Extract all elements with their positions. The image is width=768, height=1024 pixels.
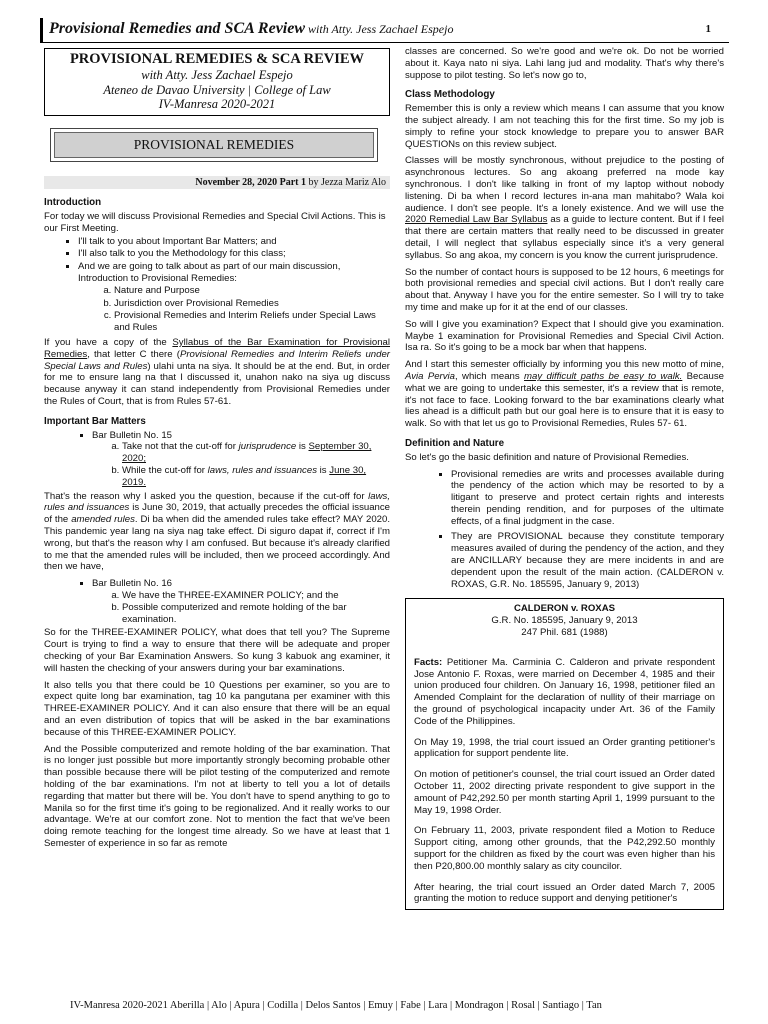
section-banner (50, 128, 378, 162)
paragraph: After hearing, the trial court issued an Order dated March 7, 2005 granting the motion to reduce support and denying petitioner's (414, 881, 715, 905)
case-title: CALDERON v. ROXAS (513, 603, 616, 615)
intro-sublist (78, 285, 390, 334)
transcriber: by Jezza Mariz Alo (306, 176, 386, 188)
list-item: a. Nature and Purpose (114, 285, 390, 297)
paragraph: So let's go the basic definition and nature of Provisional Remedies. (405, 451, 689, 463)
paragraph: And the Possible computerized and remote holding of the bar examination. That is no longer just possible but more importantly strongly becoming probable other than possible because there will be pilot testing of the computerized and remote holding of the bar examinations. I'm not at liberty to tell you a lot of details regarding that matter but there will be. You don't have to spend anything to go to Manila so for the first time it's going to be regionalized. And it really works to our advantage. We're at our comfort zone. Not to mention the fact that we've been doing remote teaching for the longest time already. So we have at least that 1 Semester of experience in so far as remote (44, 743, 390, 849)
document-title: PROVISIONAL REMEDIES & SCA REVIEW (69, 51, 365, 67)
heading-bar-matters: Important Bar Matters (44, 415, 146, 427)
list-item: b. While the cut-off for laws, rules and issuances is June 30, 2019. (122, 465, 390, 489)
intro-list (44, 236, 390, 334)
paragraph: If you have a copy of the Syllabus of the Bar Examination for Provisional Remedies, that letter C there (Provisional Remedies and Interim Reliefs under Special Laws and Rules) ulahi unta na siya. It should be at the end. But, in order for me to ensure lang na that I discussed it, unahon nako na siya ug discuss because anyway it can stand independently from Provisional Remedies under the Rules of Court, that is from Rules 57-61. (44, 337, 391, 408)
bar-bulletin-15-sublist (92, 441, 390, 488)
heading-introduction: Introduction (44, 197, 102, 209)
heading-definition-nature: Definition and Nature (405, 437, 505, 449)
bar-bulletin-16-sublist (92, 590, 390, 625)
list-item: ▪ They are PROVISIONAL because they constitute temporary measures availed of during the pendency of the action, and they are ANCILLARY because they are mere incidents in and are dependent upon the result of the main action. (CALDERON v. ROXAS, G.R. No. 185595, January 9, 2013) (451, 531, 724, 590)
bar-bulletin-16-list (44, 578, 390, 625)
list-item: a. We have the THREE-EXAMINER POLICY; and the (122, 590, 390, 602)
paragraph: Remember this is only a review which means I can assume that you know the subject already. I am not teaching this for the first time. So my job is simply to refine your stock knowledge to prepare you to answer BAR QUESTIONs on this review subject. (405, 103, 724, 150)
section-banner-label: PROVISIONAL REMEDIES (54, 132, 374, 158)
list-item: b. Jurisdiction over Provisional Remedies (114, 298, 390, 310)
paragraph: For today we will discuss Provisional Remedies and Special Civil Actions. This is our First Meeting. (44, 211, 386, 234)
paragraph: On motion of petitioner's counsel, the trial court issued an Order dated October 11, 2002 directing private respondent to give support in the amount of P42,292.50 per month starting April 1, 1999 pursuant to the May 19, 1998 Order. (414, 769, 715, 816)
case-citation: 247 Phil. 681 (1988) (521, 627, 608, 639)
case-gr-number: G.R. No. 185595, January 9, 2013 (491, 615, 638, 627)
list-item: ▪ Bar Bulletin No. 16 a. We have the THREE-EXAMINER POLICY; and the b. Possible computerized and remote holding of the bar examination. (92, 578, 390, 625)
paragraph: So for the THREE-EXAMINER POLICY, what does that tell you? The Supreme Court is trying to find a way to ensure that there will be adequate and proper checking of your Bar Examination Answers. So kung 3 kabuok ang examiner, it will hasten the checking of your answers during your bar examinations. (44, 627, 390, 674)
paragraph: And I start this semester officially by informing you this new motto of mine, Avia Pervia, which means may difficult paths be easy to walk. Because what we are going to undertake this semester, it's a review that is remote, it's not face to face. Looking forward to the bar examinations clearly what lies ahead is a difficult path but our goal here is to ensure that it is easy to walk. So with that let us go to Provisional Remedies, Rules 57- 61. (405, 359, 724, 430)
list-item: ▪ I'll also talk to you the Methodology for this class; (78, 248, 390, 260)
running-header (40, 18, 729, 43)
paragraph: On May 19, 1998, the trial court issued an Order granting petitioner's application for support pendente lite. (414, 736, 715, 760)
paragraph: So will I give you examination? Expect that I should give you examination. Maybe 1 examination for Provisional Remedies and Special Civil Action. Isa ra. So it's going to be a mock bar when that happens. (405, 318, 724, 354)
dateline (44, 176, 390, 190)
title-box (44, 48, 390, 116)
running-header-instructor: with Atty. Jess Zachael Espejo (305, 22, 454, 36)
paragraph: On February 11, 2003, private respondent filed a Motion to Reduce Support citing, among other grounds, that the P42,292.50 monthly support for the children as fixed by the court was even higher than his then P20,800.00 monthly salary as city councilor. (414, 825, 715, 872)
definition-list (405, 469, 724, 591)
paragraph: Classes will be mostly synchronous, without prejudice to the posting of asynchronous lectures. So ang akoang preferred na mode kay synchronous. I don't like talking in front of my laptop without nobody listening. Di ba when I record lectures in-ana man mahitabo? Wala koi audience. I don't see people. It's a lonely existence. And we will use the 2020 Remedial Law Bar Syllabus as a guide to lecture content. But if I feel that there are certain matters that really need to be discussed in greater detail, I will neglect that syllabus especially since it's a very general syllabus. So ang akoa, my concern is you know the current jurisprudence. (405, 155, 725, 261)
case-facts: Facts: Petitioner Ma. Carminia C. Calderon and private respondent Jose Antonio F. Roxas, were married on December 4, 1985 and their union produced four children. On January 16, 1998, petitioner filed an Amended Complaint for the declaration of nullity of their marriage on the ground of psychological incapacity under Art. 36 of the Family Code of the Philippines. (414, 656, 715, 727)
list-item: ▪ And we are going to talk about as part of our main discussion, Introduction to Provisional Remedies: a. Nature and Purpose b. Jurisdiction over Provisional Remedies c. Provisional Remedies and Interim Reliefs under Special Laws and Rules (78, 261, 390, 334)
left-column (44, 48, 390, 855)
list-item: ▪ Bar Bulletin No. 15 a. Take not that the cut-off for jurisprudence is September 30, 2020; b. While the cut-off for laws, rules and issuances is June 30, 2019. (92, 430, 390, 489)
list-item: b. Possible computerized and remote holding of the bar examination. (122, 602, 390, 626)
school-line: Ateneo de Davao University | College of Law (103, 82, 331, 97)
list-item: ▪ Provisional remedies are writs and processes available during the pendency of the action which may be resorted to by a litigant to preserve and protect certain rights and interests therein pending rendition, and for purposes of the ultimate effects, of a final judgment in the case. (451, 469, 724, 528)
lecture-date: November 28, 2020 Part 1 (195, 176, 307, 188)
paragraph: That's the reason why I asked you the question, because if the cut-off for laws, rules and issuances is June 30, 2019, that actually precedes the official issuance of the amended rules. Di ba when did the amended rules take effect? MAY 2020. This pandemic year lang na siya nag take effect. Di siguro dapat if, correct if I'm wrong, but that's the reason why I am confused. But because it's already clarified to me that the amended rules will be included, then we proceed accordingly. And then we have, (44, 490, 391, 573)
bar-bulletin-15-list (44, 430, 390, 489)
right-column (405, 46, 724, 910)
list-item: a. Take not that the cut-off for jurisprudence is September 30, 2020; (122, 441, 390, 465)
running-header-title: Provisional Remedies and SCA Review with Atty. Jess Zachael Espejo (49, 20, 454, 37)
list-item: ▪ I'll talk to you about Important Bar Matters; and (78, 236, 390, 248)
paragraph: It also tells you that there could be 10 Questions per examiner, so you are to expect quite long bar examination, tag 10 ka pangutana per examiner with this THREE-EXAMINER POLICY. And it can also ensure that there will be an equal and an even distribution of topics that will be asked in the bar examinations because of this THREE-EXAMINER POLICY. (44, 679, 390, 738)
section-line: IV-Manresa 2020-2021 (158, 97, 276, 111)
case-digest-box (405, 598, 724, 910)
instructor-line: with Atty. Jess Zachael Espejo (141, 68, 293, 82)
paragraph: So the number of contact hours is supposed to be 12 hours, 6 meetings for both provisional remedies and special civil actions. But I don't really care about that. Anyway I have you for the entire semester. So I will try to take my time and make up for it at the end of our classes. (405, 266, 724, 313)
paragraph: classes are concerned. So we're good and we're ok. Do not be worried about it. Kaya nato ni siya. Lahi lang jud and modality. That's why there's suppose to pilot testing. So let's now go to, (405, 46, 724, 81)
list-item: c. Provisional Remedies and Interim Reliefs under Special Laws and Rules (114, 310, 390, 334)
heading-class-methodology: Class Methodology (405, 89, 495, 101)
page-number: 1 (705, 23, 711, 35)
page-footer: IV-Manresa 2020-2021 Aberilla | Alo | Apura | Codilla | Delos Santos | Emuy | Fabe | Lara | Mondragon | Rosal | Santiago | Tan (70, 1000, 602, 1011)
